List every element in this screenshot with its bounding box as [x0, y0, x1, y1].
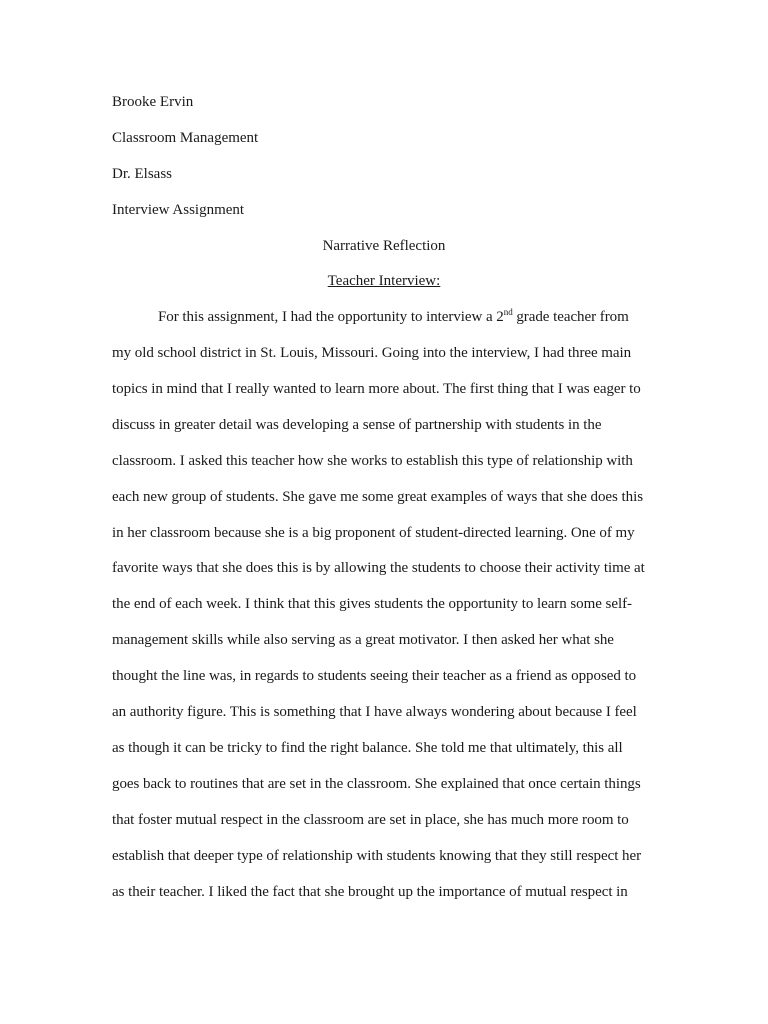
body-line: discuss in greater detail was developing a sense of partnership with students in the — [112, 417, 602, 433]
body-first-line-end: grade teacher from — [512, 309, 629, 325]
body-line: my old school district in St. Louis, Missouri. Going into the interview, I had three main — [112, 345, 632, 361]
body-line: favorite ways that she does this is by allowing the students to choose their activity time at — [112, 560, 645, 576]
body-line: management skills while also serving as a great motivator. I then asked her what she — [112, 632, 614, 648]
assignment-name: Interview Assignment — [112, 202, 245, 218]
body-line: in her classroom because she is a big proponent of student-directed learning. One of my — [112, 525, 635, 541]
body-line: goes back to routines that are set in the classroom. She explained that once certain things — [112, 776, 641, 792]
subtitle-wrapper — [0, 271, 768, 291]
body-line: each new group of students. She gave me some great examples of ways that she does this — [112, 489, 643, 505]
instructor-name: Dr. Elsass — [112, 166, 172, 182]
course-name: Classroom Management — [112, 130, 259, 146]
body-line: the end of each week. I think that this gives students the opportunity to learn some self- — [112, 596, 632, 612]
body-first-line-start: For this assignment, I had the opportunity to interview a 2 — [158, 309, 504, 325]
ordinal-superscript: nd — [503, 307, 513, 317]
body-line: topics in mind that I really wanted to learn more about. The first thing that I was eager to — [112, 381, 641, 397]
body-line: thought the line was, in regards to students seeing their teacher as a friend as opposed to — [112, 668, 637, 684]
author-name: Brooke Ervin — [112, 94, 194, 110]
body-line: as their teacher. I liked the fact that she brought up the importance of mutual respect in — [112, 884, 628, 900]
document-subtitle: Teacher Interview: — [327, 273, 441, 289]
body-line: as though it can be tricky to find the right balance. She told me that ultimately, this all — [112, 740, 623, 756]
document-title: Narrative Reflection — [322, 238, 446, 254]
body-first-line — [158, 307, 657, 327]
body-line: classroom. I asked this teacher how she works to establish this type of relationship with — [112, 453, 633, 469]
body-line: establish that deeper type of relationship with students knowing that they still respect her — [112, 848, 642, 864]
body-line: an authority figure. This is something that I have always wondering about because I feel — [112, 704, 637, 720]
body-line: that foster mutual respect in the classroom are set in place, she has much more room to — [112, 812, 629, 828]
